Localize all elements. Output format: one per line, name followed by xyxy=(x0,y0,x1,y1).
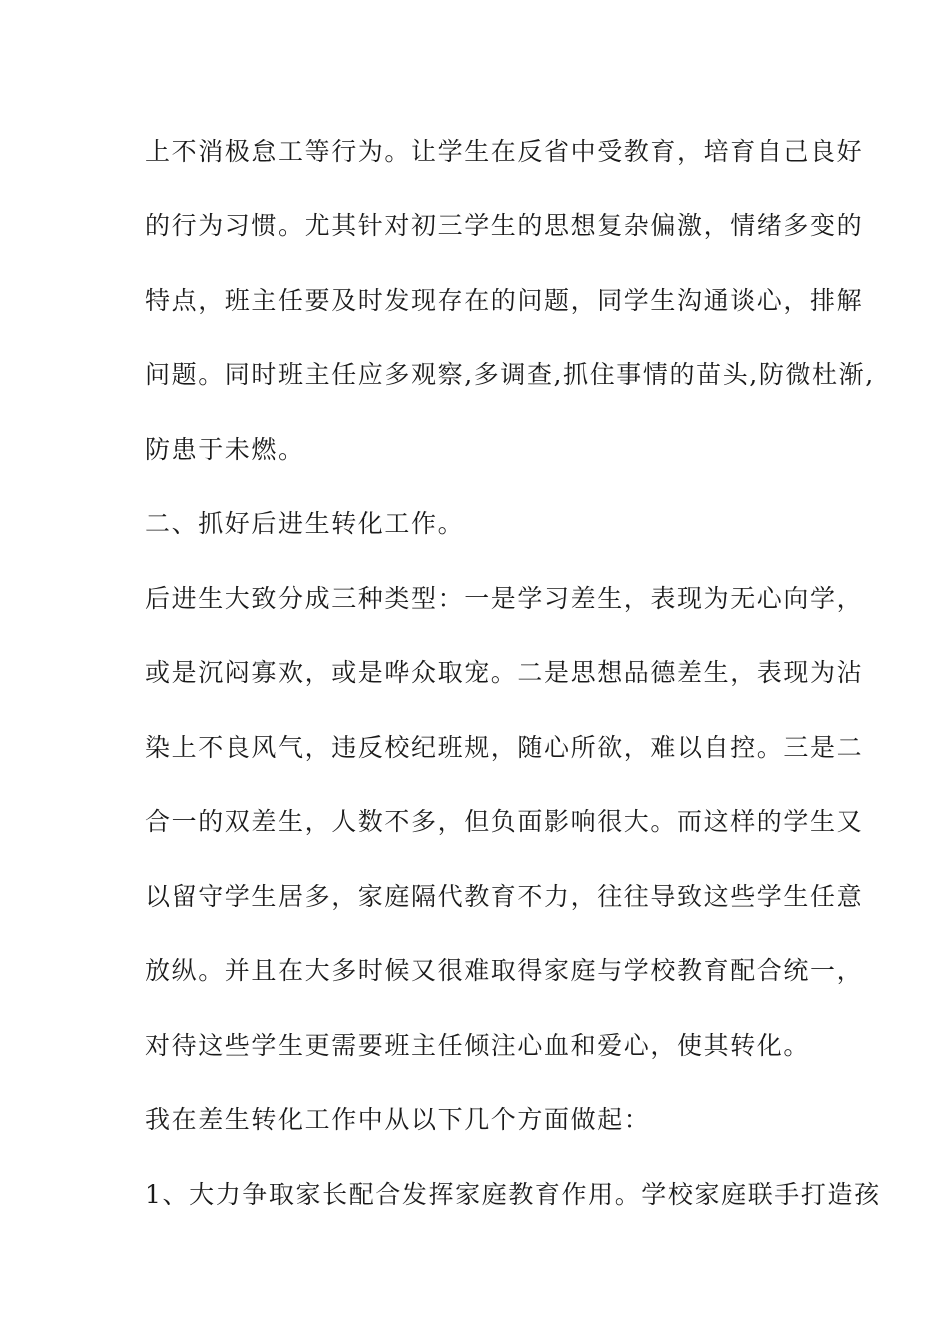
text-line: 的行为习惯。尤其针对初三学生的思想复杂偏激，情绪多变的 xyxy=(145,211,864,240)
text-line: 合一的双差生，人数不多，但负面影响很大。而这样的学生又 xyxy=(145,807,864,836)
text-line: 防患于未燃。 xyxy=(145,435,305,464)
text-line: 染上不良风气，违反校纪班规，随心所欲，难以自控。三是二 xyxy=(145,733,864,762)
text-line: 放纵。并且在大多时候又很难取得家庭与学校教育配合统一， xyxy=(145,956,864,985)
text-line: 上不消极怠工等行为。让学生在反省中受教育，培育自己良好 xyxy=(145,137,864,166)
text-line: 特点，班主任要及时发现存在的问题，同学生沟通谈心，排解 xyxy=(145,286,864,315)
list-item: 1、大力争取家长配合发挥家庭教育作用。学校家庭联手打造孩 xyxy=(145,1180,881,1209)
text-line: 问题。同时班主任应多观察,多调查,抓住事情的苗头,防微杜渐, xyxy=(145,360,875,389)
text-line: 对待这些学生更需要班主任倾注心血和爱心，使其转化。 xyxy=(145,1031,811,1060)
section-heading: 二、抓好后进生转化工作。 xyxy=(145,509,465,538)
text-line: 我在差生转化工作中从以下几个方面做起： xyxy=(145,1105,651,1134)
text-line: 以留守学生居多，家庭隔代教育不力，往往导致这些学生任意 xyxy=(145,882,864,911)
text-line: 后进生大致分成三种类型：一是学习差生，表现为无心向学， xyxy=(145,584,864,613)
text-line: 或是沉闷寡欢，或是哗众取宠。二是思想品德差生，表现为沾 xyxy=(145,658,864,687)
